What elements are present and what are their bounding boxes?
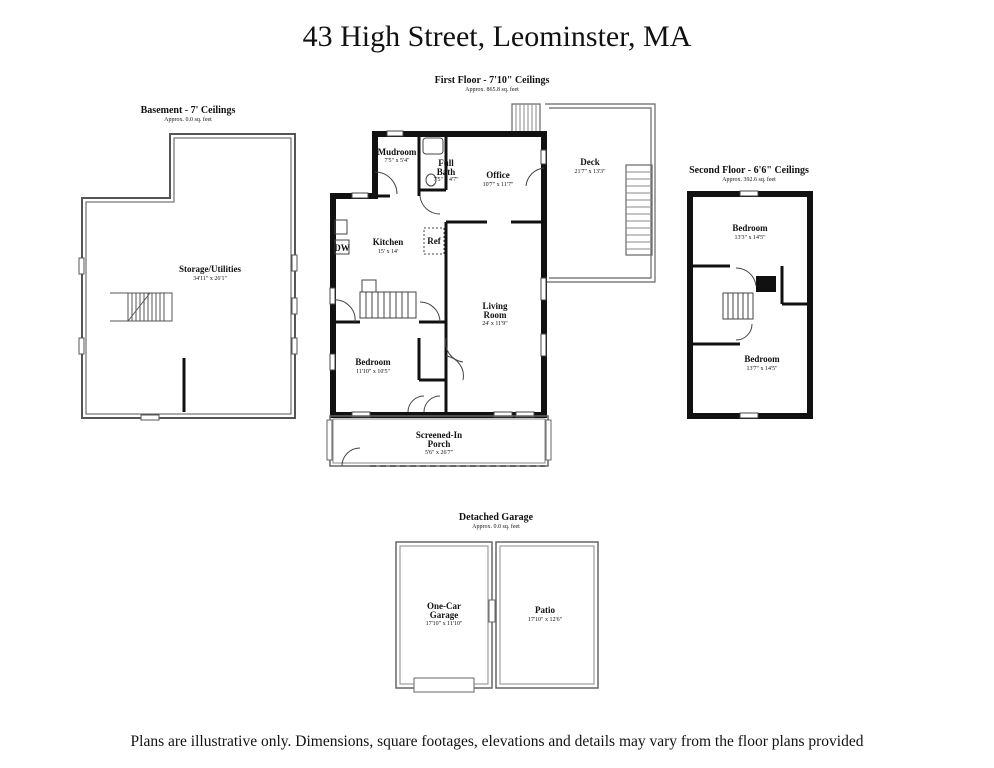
room-name-patio: Patio — [535, 605, 555, 615]
second-floor-area: Approx. 392.6 sq. feet — [722, 177, 776, 183]
garage-heading: Detached Garage — [458, 512, 534, 523]
first-floor-heading: First Floor - 7'10" Ceilings — [434, 75, 550, 86]
room-name-garage-line2: Garage — [429, 610, 459, 620]
room-name-mudroom: Mudroom — [377, 147, 417, 157]
room-name-living-line2: Room — [483, 310, 507, 320]
room-dims-kitchen: 15' x 14' — [377, 249, 399, 255]
second-floor-stairs — [723, 293, 753, 319]
room-name-bath-line1: Full — [438, 158, 454, 168]
basement-outline — [82, 134, 295, 418]
room-dims-bedroom-lower: 13'7" x 14'5" — [746, 366, 778, 372]
first-floor-plan — [327, 75, 655, 466]
room-dims-bedroom-upper: 13'3" x 14'5" — [734, 235, 766, 241]
dishwasher-label: DW — [334, 243, 350, 253]
room-dims-bedroom-first: 11'10" x 10'5" — [356, 369, 390, 375]
room-name-porch-line2: Porch — [427, 439, 451, 449]
room-dims-storage: 34'11" x 26'1" — [193, 276, 227, 282]
basement-stairs — [110, 293, 172, 321]
room-dims-porch: 5'6" x 26'7" — [424, 450, 454, 456]
refrigerator-label: Ref — [427, 236, 441, 246]
room-name-bath-line2: Bath — [436, 167, 456, 177]
second-floor-heading: Second Floor - 6'6" Ceilings — [689, 165, 809, 176]
basement-heading: Basement - 7' Ceilings — [140, 105, 236, 116]
room-name-office: Office — [486, 170, 510, 180]
disclaimer-footer: Plans are illustrative only. Dimensions, square footages, elevations and details may vary from the floor plans provided — [130, 733, 864, 750]
page-title: 43 High Street, Leominster, MA — [302, 20, 692, 53]
room-name-bedroom-upper: Bedroom — [732, 223, 768, 233]
second-floor-plan — [689, 165, 810, 418]
room-dims-mudroom: 7'5" x 5'4" — [384, 158, 410, 164]
deck — [512, 104, 655, 282]
basement-area: Approx. 0.0 sq. feet — [164, 117, 212, 123]
room-name-storage: Storage/Utilities — [179, 264, 241, 274]
room-name-bedroom-first: Bedroom — [355, 357, 391, 367]
room-name-kitchen: Kitchen — [372, 237, 404, 247]
room-name-bedroom-lower: Bedroom — [744, 354, 780, 364]
room-dims-deck: 21'7" x 13'3" — [574, 169, 606, 175]
basement-plan — [79, 105, 297, 420]
first-floor-stairs — [360, 292, 416, 318]
room-dims-living: 24' x 11'9" — [482, 321, 508, 327]
room-name-deck: Deck — [580, 157, 600, 167]
room-dims-patio: 17'10" x 12'6" — [527, 617, 563, 623]
first-floor-area: Approx. 865.8 sq. feet — [465, 87, 519, 93]
screened-porch — [327, 416, 551, 466]
garage-plan — [396, 512, 598, 692]
room-dims-garage: 17'10" x 11'10" — [425, 621, 463, 627]
garage-area: Approx. 0.0 sq. feet — [472, 524, 520, 530]
room-name-garage-line1: One-Car — [427, 601, 461, 611]
room-dims-bath: 7'5" x 4'7" — [433, 177, 459, 183]
room-name-living-line1: Living — [482, 301, 508, 311]
room-dims-office: 10'7" x 11'7" — [482, 182, 514, 188]
room-name-porch-line1: Screened-In — [415, 430, 463, 440]
